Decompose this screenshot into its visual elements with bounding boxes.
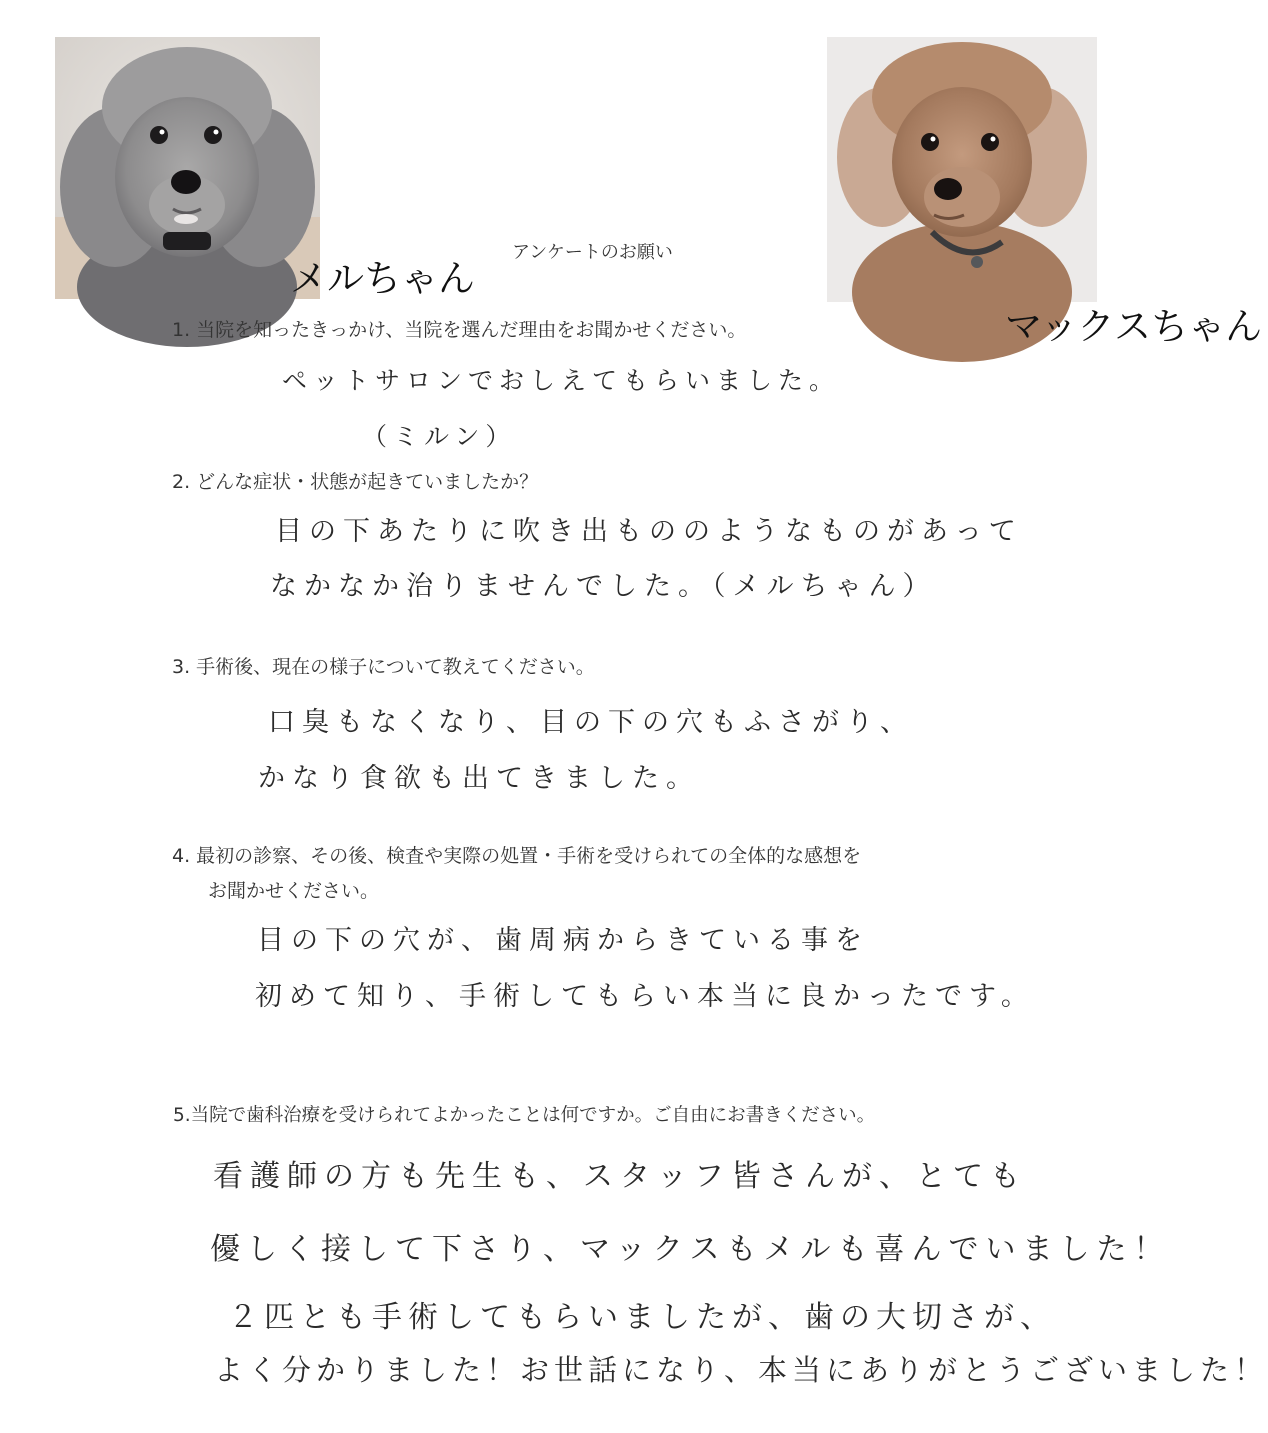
question-2: 2. どんな症状・状態が起きていましたか？ [172,471,539,493]
answer-5-line-3: ２匹とも手術してもらいましたが、歯の大切さが、 [228,1300,1056,1335]
answer-5-line-1: 看護師の方も先生も、スタッフ皆さんが、とても [213,1159,1027,1194]
answer-3-line-2: かなり食欲も出てきました。 [258,763,700,794]
answer-2-line-2: なかなか治りませんでした。（メルちゃん） [270,571,937,602]
answer-1-line-1: ペットサロンでおしえてもらいました。 [282,366,841,395]
question-1: 1. 当院を知ったきっかけ、当院を選んだ理由をお聞かせください。 [172,319,747,341]
max-photo [827,37,1097,302]
answer-4-line-2: 初めて知り、手術してもらい本当に良かったです。 [255,981,1035,1012]
question-3: 3. 手術後、現在の様子について教えてください。 [172,656,595,678]
answer-3-line-1: 口臭もなくなり、目の下の穴もふさがり、 [268,707,914,738]
answer-5-line-4: よく分かりました！お世話になり、本当にありがとうございました！ [214,1353,1268,1387]
answer-2-line-1: 目の下あたりに吹き出もののようなものがあって [275,516,1023,547]
survey-title: アンケートのお願い [512,242,673,263]
question-4-continued: お聞かせください。 [208,880,380,902]
question-4: 4. 最初の診察、その後、検査や実際の処置・手術を受けられての全体的な感想を [172,845,862,867]
grey-poodle-image [55,37,320,299]
max-name-label: マックスちゃん [1005,305,1263,348]
answer-4-line-1: 目の下の穴が、歯周病からきている事を [257,925,869,956]
brown-poodle-image [827,37,1097,302]
mel-name-label: メルちゃん [290,257,475,300]
answer-1-line-2: （ミルン） [362,422,517,451]
mel-photo [55,37,320,299]
question-5: 5.当院で歯科治療を受けられてよかったことは何ですか。ご自由にお書きください。 [173,1105,876,1126]
answer-5-line-2: 優しく接して下さり、マックスもメルも喜んでいました！ [210,1232,1171,1267]
